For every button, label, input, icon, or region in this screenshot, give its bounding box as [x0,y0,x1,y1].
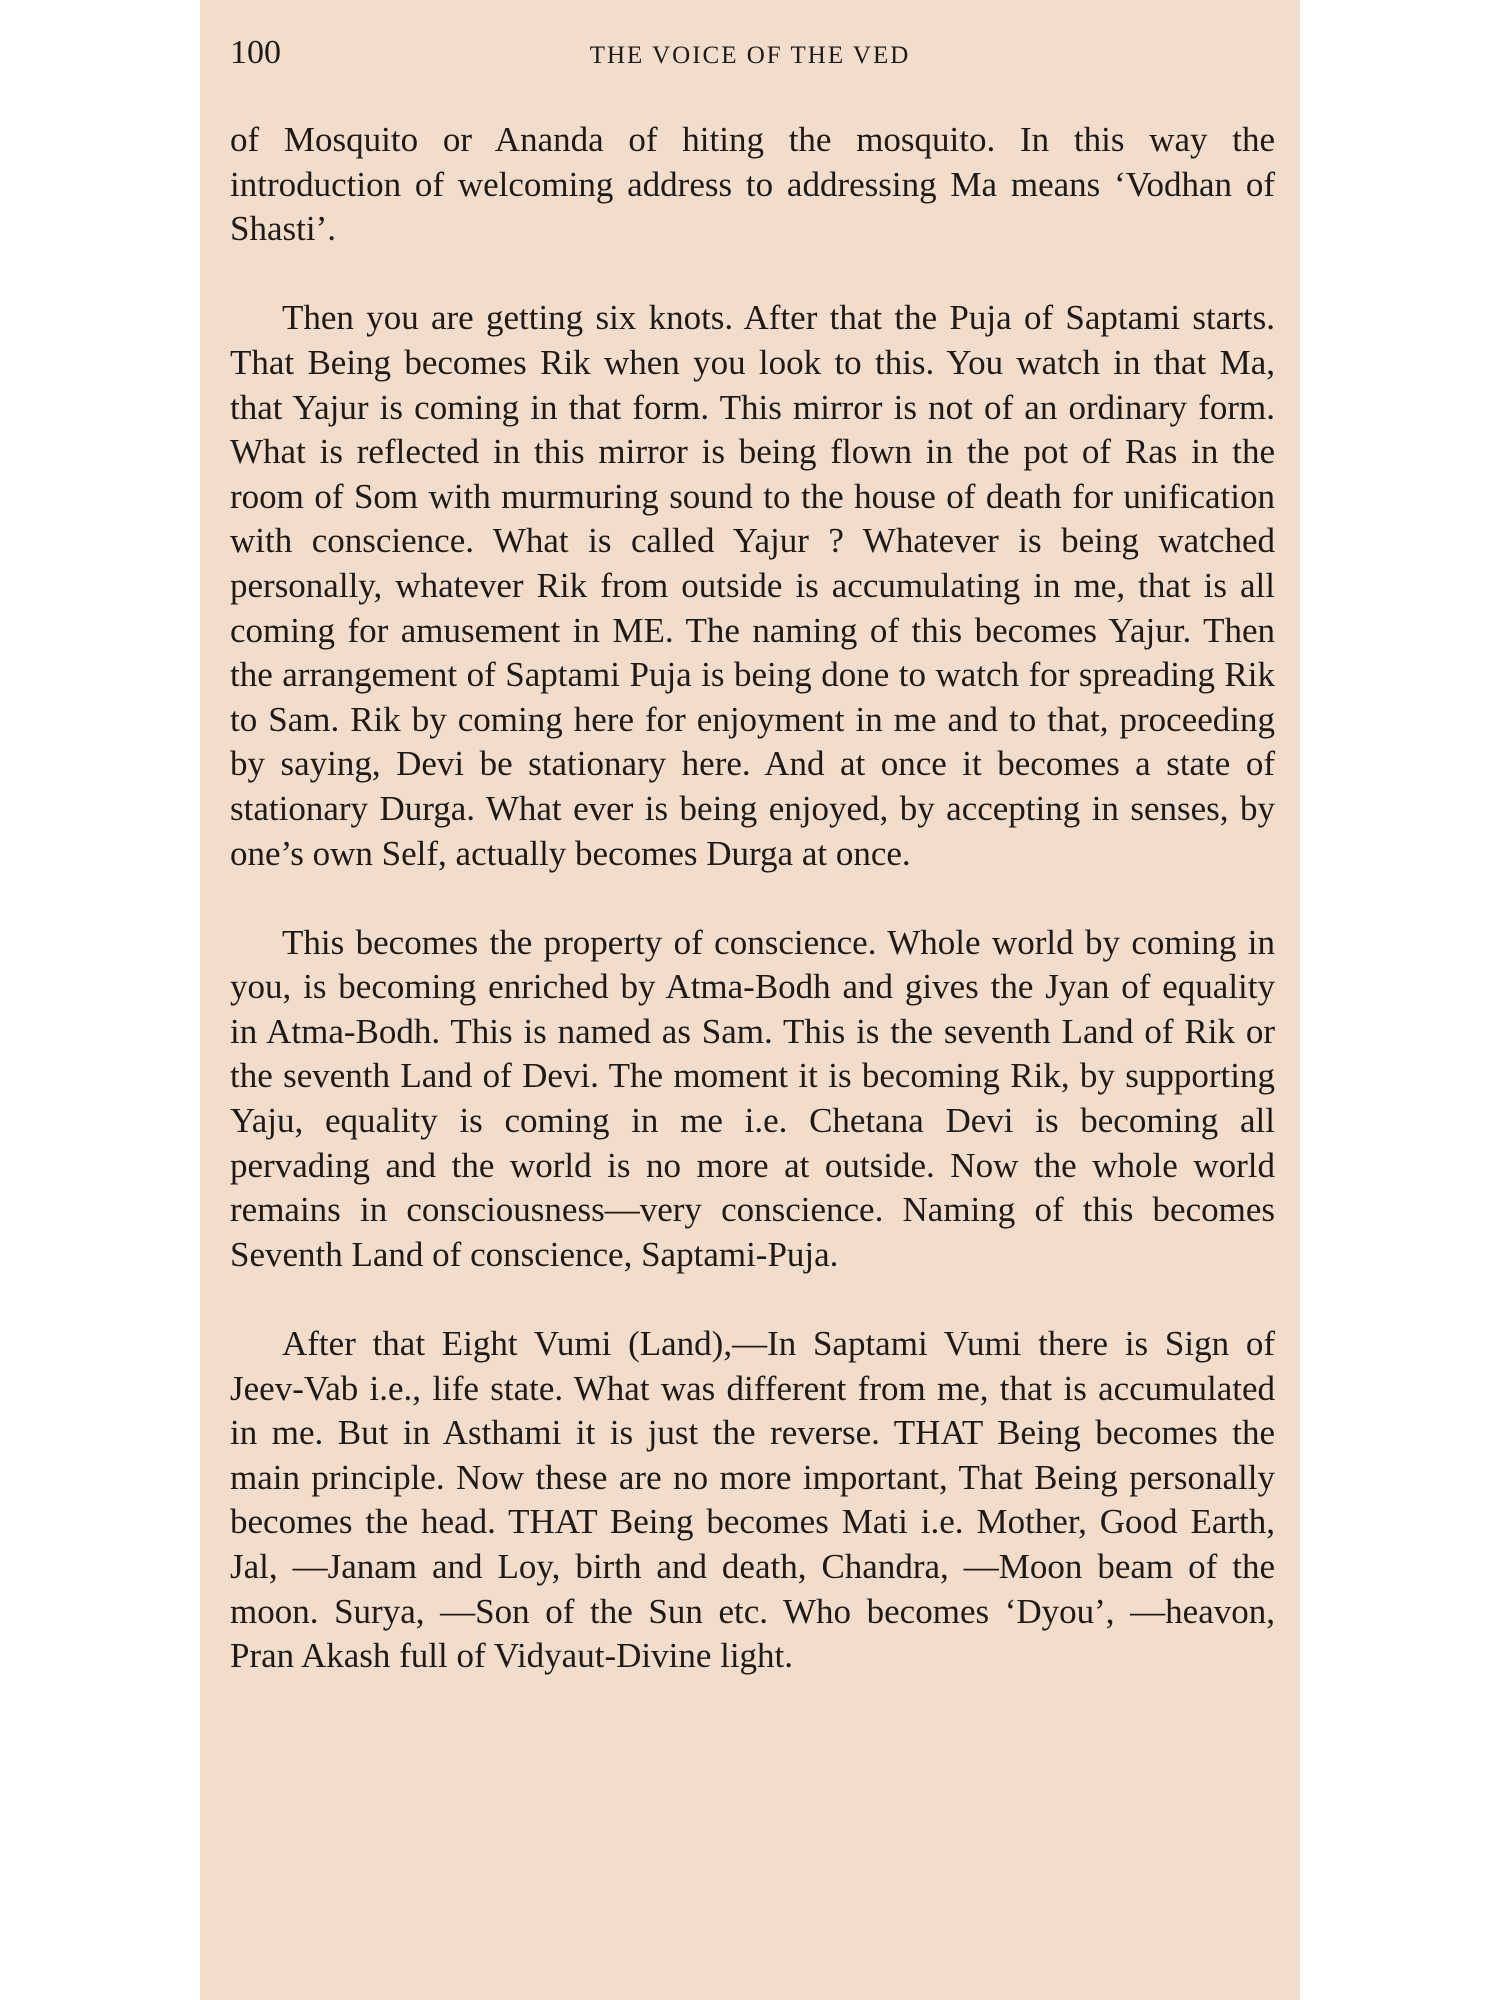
book-page [200,0,1300,2000]
page-number: 100 [230,34,281,71]
paragraph: After that Eight Vumi (Land),—In Saptami Vumi there is Sign of Jeev-Vab i.e., life state. What was different from me, that is accumulated in me. But in Asthami it is just the reverse. THAT Being becomes the main principle. Now these are no more important, That Being personally becomes the head. THAT Being becomes Mati i.e. Mother, Good Earth, Jal, —Janam and Loy, birth and death, Chandra, —Moon beam of the moon. Surya, —Son of the Sun etc. Who becomes ‘Dyou’, —heavon, Pran Akash full of Vidyaut-Divine light. [230,1324,1275,1676]
paragraph: This becomes the property of conscience. Whole world by coming in you, is becoming enriched by Atma-Bodh and gives the Jyan of equality in Atma-Bodh. This is named as Sam. This is the seventh Land of Rik or the seventh Land of Devi. The moment it is becoming Rik, by supporting Yaju, equality is coming in me i.e. Chetana Devi is becoming all pervading and the world is no more at outside. Now the whole world remains in consciousness—very conscience. Naming of this becomes Seventh Land of conscience, Saptami-Puja. [230,922,1275,1274]
body-text [230,118,1275,1723]
paragraph: of Mosquito or Ananda of hiting the mosquito. In this way the introduction of welcoming address to addressing Ma means ‘Vodhan of Shasti’. [230,120,1275,249]
running-title: THE VOICE OF THE VED [589,42,911,69]
page-header [230,28,1270,88]
paragraph: Then you are getting six knots. After that the Puja of Saptami starts. That Being becomes Rik when you look to this. You watch in that Ma, that Yajur is coming in that form. This mirror is not of an ordinary form. What is reflected in this mirror is being flown in the pot of Ras in the room of Som with murmuring sound to the house of death for unification with conscience. What is called Yajur ? Whatever is being watched personally, whatever Rik from outside is accumulating in me, that is all coming for amusement in ME. The naming of this becomes Yajur. Then the arrangement of Saptami Puja is being done to watch for spreading Rik to Sam. Rik by coming here for enjoyment in me and to that, proceeding by saying, Devi be stationary here. And at once it becomes a state of stationary Durga. What ever is being enjoyed, by accepting in senses, by one’s own Self, actually becomes Durga at once. [230,298,1275,873]
